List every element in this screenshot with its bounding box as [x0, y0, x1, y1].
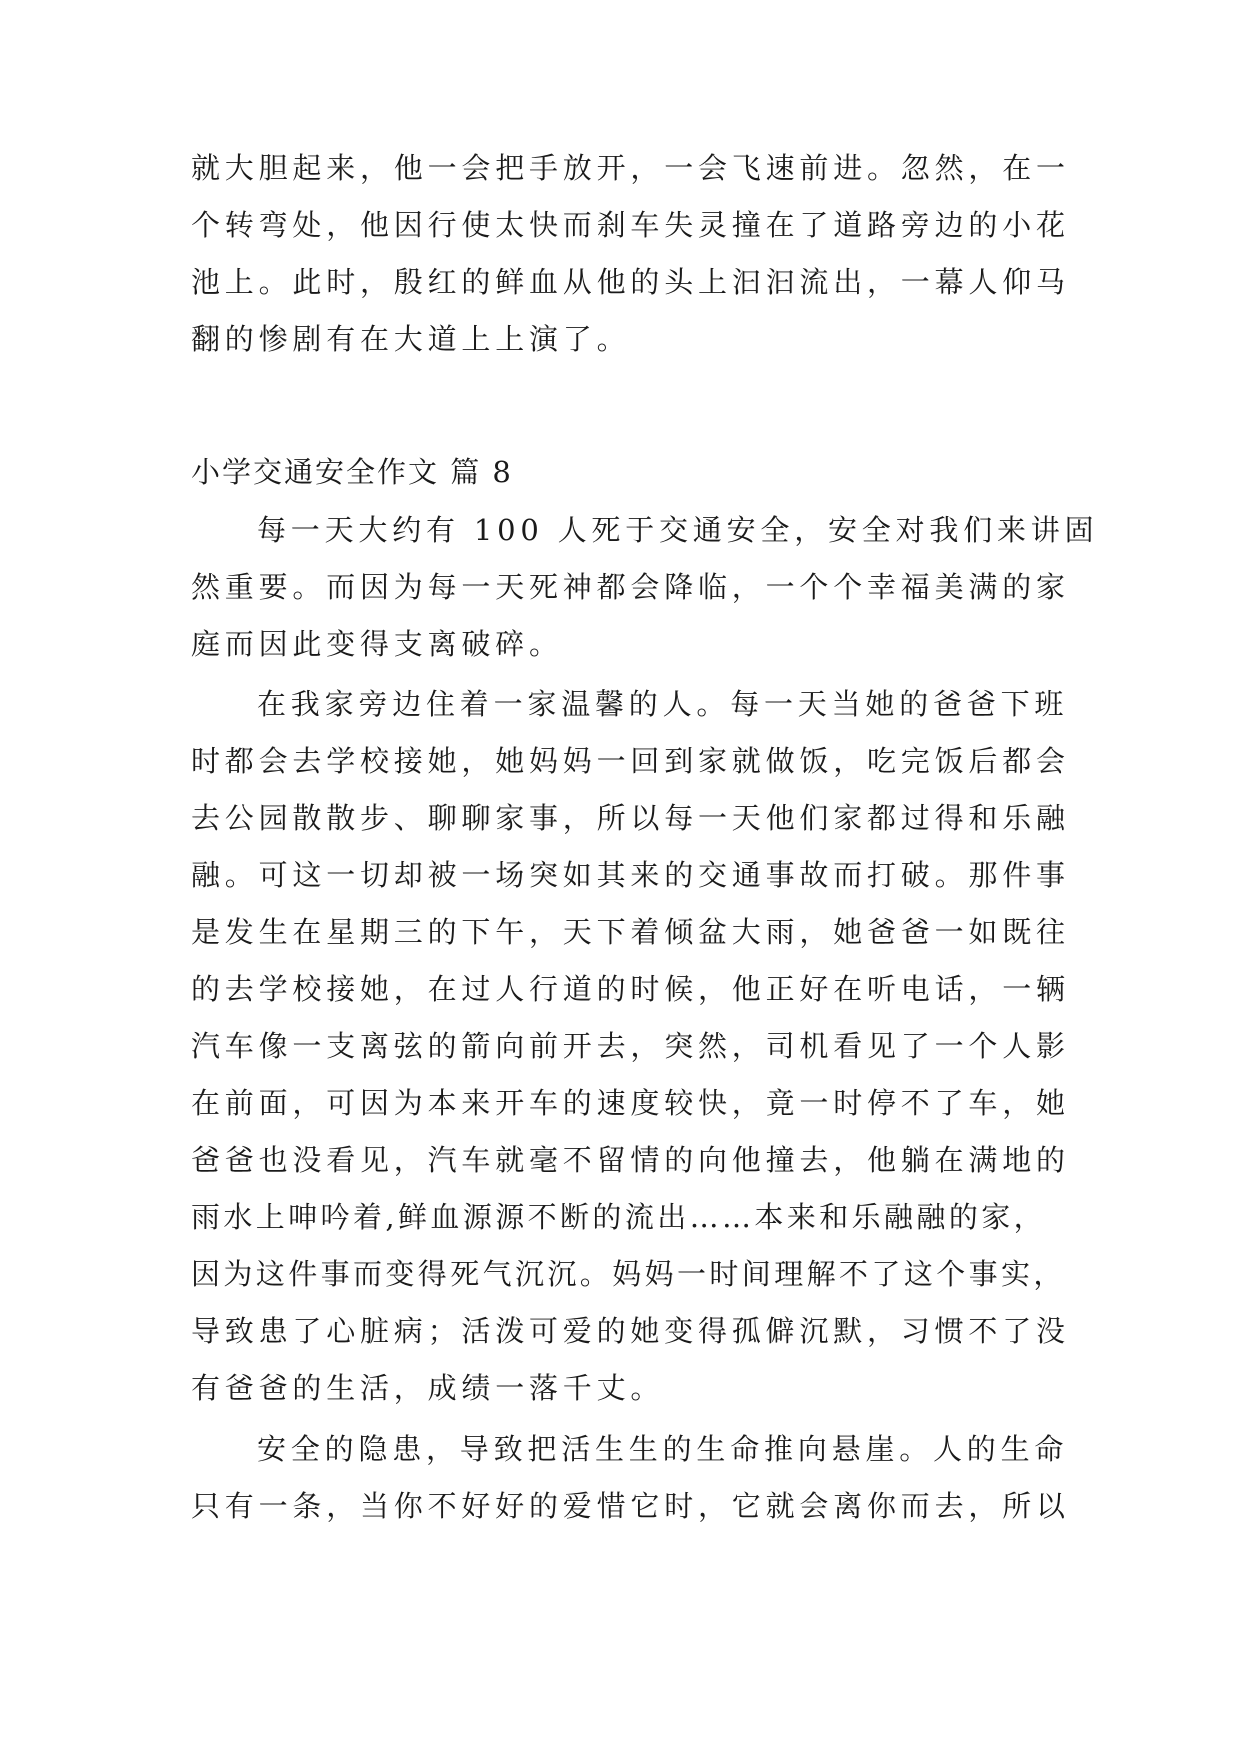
paragraph-2-line-13: 有爸爸的生活，成绩一落千丈。	[191, 1371, 665, 1405]
paragraph-2-line-5: 是发生在星期三的下午，天下着倾盆大雨，她爸爸一如既往	[191, 915, 1070, 949]
paragraph-2-line-6: 的去学校接她，在过人行道的时候，他正好在听电话，一辆	[191, 972, 1070, 1006]
paragraph-2-line-10: 雨水上呻吟着,鲜血源源不断的流出……本来和乐融融的家，	[191, 1200, 1047, 1234]
paragraph-2-line-11: 因为这件事而变得死气沉沉。妈妈一时间理解不了这个事实，	[191, 1257, 1066, 1291]
paragraph-prev-line-3: 池上。此时，殷红的鲜血从他的头上汩汩流出，一幕人仰马	[191, 265, 1070, 299]
paragraph-2-line-4: 融。可这一切却被一场突如其来的交通事故而打破。那件事	[191, 858, 1070, 892]
paragraph-2-line-3: 去公园散散步、聊聊家事，所以每一天他们家都过得和乐融	[191, 801, 1070, 835]
paragraph-prev-line-1: 就大胆起来，他一会把手放开，一会飞速前进。忽然，在一	[191, 151, 1070, 185]
paragraph-2-line-7: 汽车像一支离弦的箭向前开去，突然，司机看见了一个人影	[191, 1029, 1070, 1063]
paragraph-2-line-12: 导致患了心脏病；活泼可爱的她变得孤僻沉默，习惯不了没	[191, 1314, 1070, 1348]
paragraph-prev-line-2: 个转弯处，他因行使太快而刹车失灵撞在了道路旁边的小花	[191, 208, 1070, 242]
paragraph-2-line-1: 在我家旁边住着一家温馨的人。每一天当她的爸爸下班	[257, 687, 1069, 721]
paragraph-2-line-2: 时都会去学校接她，她妈妈一回到家就做饭，吃完饭后都会	[191, 744, 1070, 778]
paragraph-2-line-8: 在前面，可因为本来开车的速度较快，竟一时停不了车，她	[191, 1086, 1070, 1120]
paragraph-3-line-1: 安全的隐患，导致把活生生的生命推向悬崖。人的生命	[257, 1432, 1069, 1466]
paragraph-1-line-3: 庭而因此变得支离破碎。	[191, 627, 563, 661]
paragraph-1-line-2: 然重要。而因为每一天死神都会降临，一个个幸福美满的家	[191, 570, 1070, 604]
paragraph-1-line-1: 每一天大约有 100 人死于交通安全，安全对我们来讲固	[257, 513, 1099, 547]
paragraph-3-line-2: 只有一条，当你不好好的爱惜它时，它就会离你而去，所以	[191, 1489, 1070, 1523]
paragraph-2-line-9: 爸爸也没看见，汽车就毫不留情的向他撞去，他躺在满地的	[191, 1143, 1070, 1177]
section-heading: 小学交通安全作文 篇 8	[191, 455, 513, 489]
paragraph-prev-line-4: 翻的惨剧有在大道上上演了。	[191, 322, 631, 356]
